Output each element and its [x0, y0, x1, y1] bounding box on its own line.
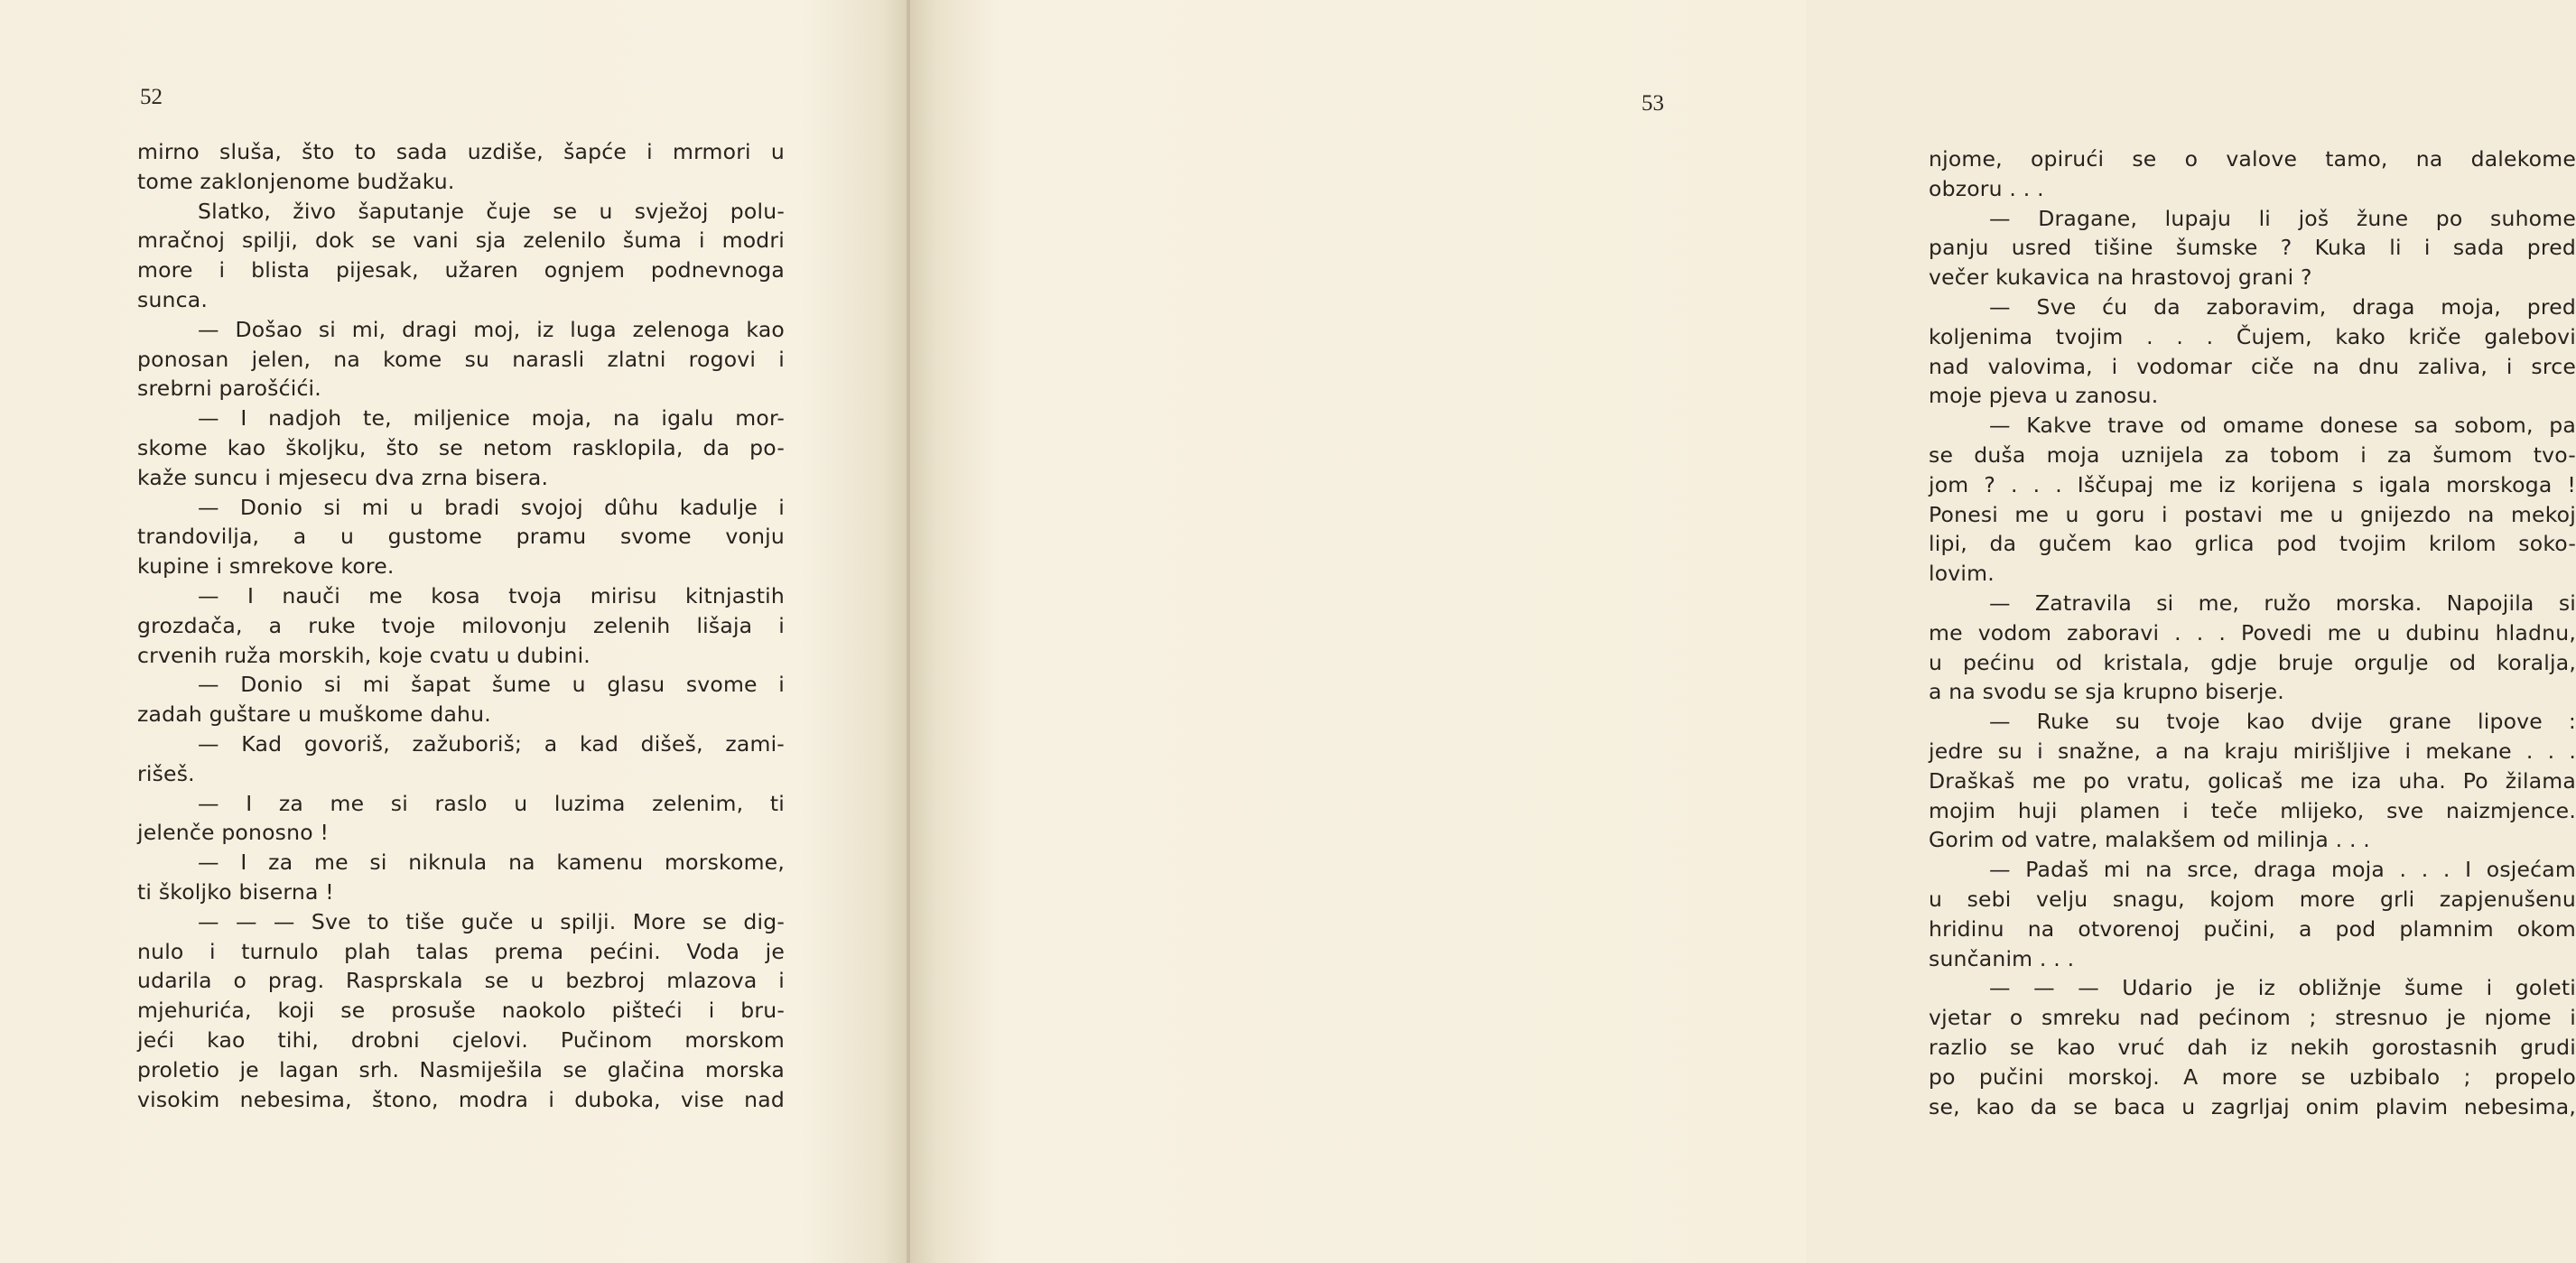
text-line: lipi, da gučem kao grlica pod tvojim krilom soko- [1929, 531, 2576, 557]
text-line: rišeš. [137, 760, 195, 786]
text-line: — I nadjoh te, miljenice moja, na igalu mor- [198, 405, 785, 432]
left-page [0, 0, 910, 1263]
page-number-left: 52 [140, 85, 163, 109]
text-line: visokim nebesima, štono, modra i duboka, vise nad [137, 1086, 785, 1112]
text-line: — Padaš mi na srce, draga moja . . . I osjećam [1989, 857, 2576, 883]
text-line: lovim. [1929, 561, 1995, 587]
text-line: trandovilja, a u gustome pramu svome vonju [137, 524, 785, 550]
text-line: jelenče ponosno ! [137, 820, 330, 846]
text-line: — Sve ću da zaboravim, draga moja, pred [1989, 293, 2576, 320]
text-line: jedre su i snažne, a na kraju mirišljive i mekane . . . [1929, 738, 2576, 764]
text-line: Ponesi me u goru i postavi me u gnijezdo na mekoj [1929, 501, 2576, 527]
text-line: zadah guštare u muškome dahu. [137, 701, 491, 728]
text-line: — Dragane, lupaju li još žune po suhome [1989, 205, 2576, 231]
text-line: tome zaklonjenome budžaku. [137, 168, 455, 194]
text-line: jeći kao tihi, drobni cjelovi. Pučinom morskom [137, 1026, 785, 1053]
text-line: — Ruke su tvoje kao dvije grane lipove : [1989, 709, 2576, 735]
text-line: se duša moja uznijela za tobom i za šumom tvo- [1929, 441, 2576, 468]
text-line: sunca. [137, 286, 209, 312]
text-line: u pećinu od kristala, gdje bruje orgulje od koralja, [1929, 649, 2576, 675]
text-line: ponosan jelen, na kome su narasli zlatni rogovi i [137, 346, 785, 372]
text-line: grozdača, a ruke tvoje milovonju zelenih lišaja i [137, 612, 785, 638]
text-line: večer kukavica na hrastovoj grani ? [1929, 265, 2312, 291]
text-line: — I za me si raslo u luzima zelenim, ti [198, 790, 785, 816]
text-line: njome, opirući se o valove tamo, na dalekome [1929, 146, 2576, 172]
text-line: nulo i turnulo plah talas prema pećini. Voda je [137, 938, 785, 964]
text-line: se, kao da se baca u zagrljaj onim plavim nebesima, [1929, 1093, 2576, 1119]
right-page [910, 0, 2576, 1263]
text-line: hridinu na otvorenoj pučini, a pod plamnim okom [1929, 915, 2576, 942]
text-line: — Donio si mi šapat šume u glasu svome i [198, 672, 785, 698]
text-line: — Donio si mi u bradi svojoj dûhu kadulje i [198, 494, 785, 520]
text-line: u sebi velju snagu, kojom more grli zapjenušenu [1929, 886, 2576, 912]
text-line: Draškaš me po vratu, golicaš me iza uha. Po žilama [1929, 767, 2576, 794]
text-line: — — — Udario je iz obližnje šume i goleti [1989, 975, 2576, 1001]
text-line: mojim huji plamen i teče mlijeko, sve naizmjence. [1929, 797, 2576, 823]
text-line: — Kad govoriš, zažuboriš; a kad dišeš, zami- [198, 730, 785, 757]
text-line: — — — Sve to tiše guče u spilji. More se dig- [198, 908, 785, 934]
text-line: razlio se kao vruć dah iz nekih gorostasnih grudi [1929, 1034, 2576, 1060]
text-line: kaže suncu i mjesecu dva zrna bisera. [137, 464, 549, 490]
text-line: proletio je lagan srh. Nasmiješila se glačina morska [137, 1056, 785, 1082]
text-line: jom ? . . . Iščupaj me iz korijena s igala morskoga ! [1929, 471, 2576, 497]
text-line: mirno sluša, što to sada uzdiše, šapće i mrmori u [137, 139, 785, 164]
page-number-right: 53 [1641, 91, 1664, 116]
text-line: sunčanim . . . [1929, 945, 2075, 971]
text-line: udarila o prag. Rasprskala se u bezbroj mlazova i [137, 968, 785, 994]
text-line: po pučini morskoj. A more se uzbibalo ; propelo [1929, 1063, 2576, 1090]
text-line: — Kakve trave od omame donese sa sobom, pa [1989, 413, 2576, 439]
text-line: kupine i smrekove kore. [137, 553, 395, 580]
text-line: more i blista pijesak, užaren ognjem podnevnoga [137, 257, 785, 283]
text-line: panju usred tišine šumske ? Kuka li i sada pred [1929, 235, 2576, 261]
text-line: crvenih ruža morskih, koje cvatu u dubini. [137, 642, 591, 668]
text-line: me vodom zaboravi . . . Povedi me u dubinu hladnu, [1929, 619, 2576, 645]
text-line: — Zatravila si me, ružo morska. Napojila si [1989, 590, 2576, 616]
text-line: — Došao si mi, dragi moj, iz luga zelenoga kao [198, 316, 785, 342]
right-page-text [1929, 144, 2576, 1121]
text-line: nad valovima, i vodomar ciče na dnu zaliva, i srce [1929, 353, 2576, 379]
text-line: koljenima tvojim . . . Čujem, kako kriče galebovi [1929, 323, 2576, 349]
text-line: a na svodu se sja krupno biserje. [1929, 679, 2284, 705]
text-line: — I nauči me kosa tvoja mirisu kitnjastih [198, 582, 785, 608]
text-line: ti školjko biserna ! [137, 878, 334, 905]
text-line: Gorim od vatre, malakšem od milinja . . . [1929, 827, 2370, 853]
text-line: mjehurića, koji se prosuše naokolo pišteći i bru- [137, 998, 785, 1024]
text-line: vjetar o smreku nad pećinom ; stresnuo je njome i [1929, 1005, 2576, 1031]
text-line: srebrni parošćići. [137, 376, 321, 402]
left-page-text [137, 137, 785, 1114]
book-gutter [907, 0, 910, 1263]
text-line: — I za me si niknula na kamenu morskome, [198, 850, 785, 876]
text-line: obzoru . . . [1929, 175, 2044, 201]
text-line: mračnoj spilji, dok se vani sja zelenilo šuma i modri [137, 228, 785, 254]
text-line: Slatko, živo šaputanje čuje se u svježoj polu- [198, 198, 785, 224]
text-line: moje pjeva u zanosu. [1929, 383, 2159, 409]
text-line: skome kao školjku, što se netom rasklopila, da po- [137, 434, 785, 460]
